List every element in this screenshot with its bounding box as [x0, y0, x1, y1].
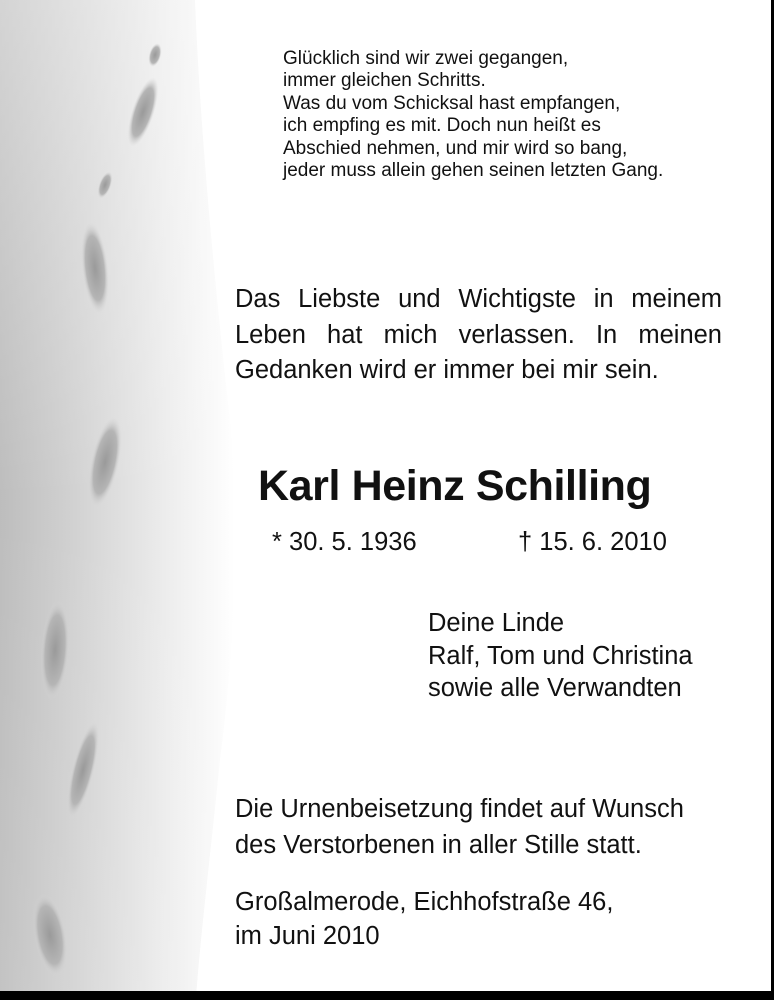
intro-line: Gedanken wird er immer bei mir sein.: [235, 356, 659, 384]
poem-line: Was du vom Schicksal hast empfangen,: [283, 92, 621, 114]
intro-line: Das Liebste und Wichtigste in meinem: [235, 285, 722, 313]
deceased-name: Karl Heinz Schilling: [258, 462, 652, 510]
poem-line: Abschied nehmen, und mir wird so bang,: [283, 137, 628, 159]
burial-line: Die Urnenbeisetzung findet auf Wunsch: [235, 795, 684, 823]
address-line: Großalmerode, Eichhofstraße 46,: [235, 888, 614, 916]
footprints-in-sand-image: [0, 0, 260, 1000]
date-line: im Juni 2010: [235, 922, 380, 950]
mourner-line: Ralf, Tom und Christina: [428, 641, 693, 670]
death-date: † 15. 6. 2010: [518, 528, 667, 556]
bottom-border: [0, 991, 774, 1000]
poem-line: Glücklich sind wir zwei gegangen,: [283, 48, 569, 69]
burial-notice: [235, 792, 684, 863]
intro-text: [235, 282, 722, 389]
mourner-line: Deine Linde: [428, 609, 565, 637]
place-and-date: [235, 885, 613, 953]
birth-date: * 30. 5. 1936: [272, 528, 417, 556]
poem: [283, 48, 663, 182]
poem-line: ich empfing es mit. Doch nun heißt es: [283, 115, 601, 137]
mourner-line: sowie alle Verwandten: [428, 674, 682, 702]
intro-line: Leben hat mich verlassen. In meinen: [235, 320, 722, 349]
burial-line: des Verstorbenen in aller Stille statt.: [235, 830, 642, 859]
poem-line: jeder muss allein gehen seinen letzten Gang.: [283, 160, 664, 182]
poem-line: immer gleichen Schritts.: [283, 70, 486, 92]
mourners: [428, 607, 693, 705]
